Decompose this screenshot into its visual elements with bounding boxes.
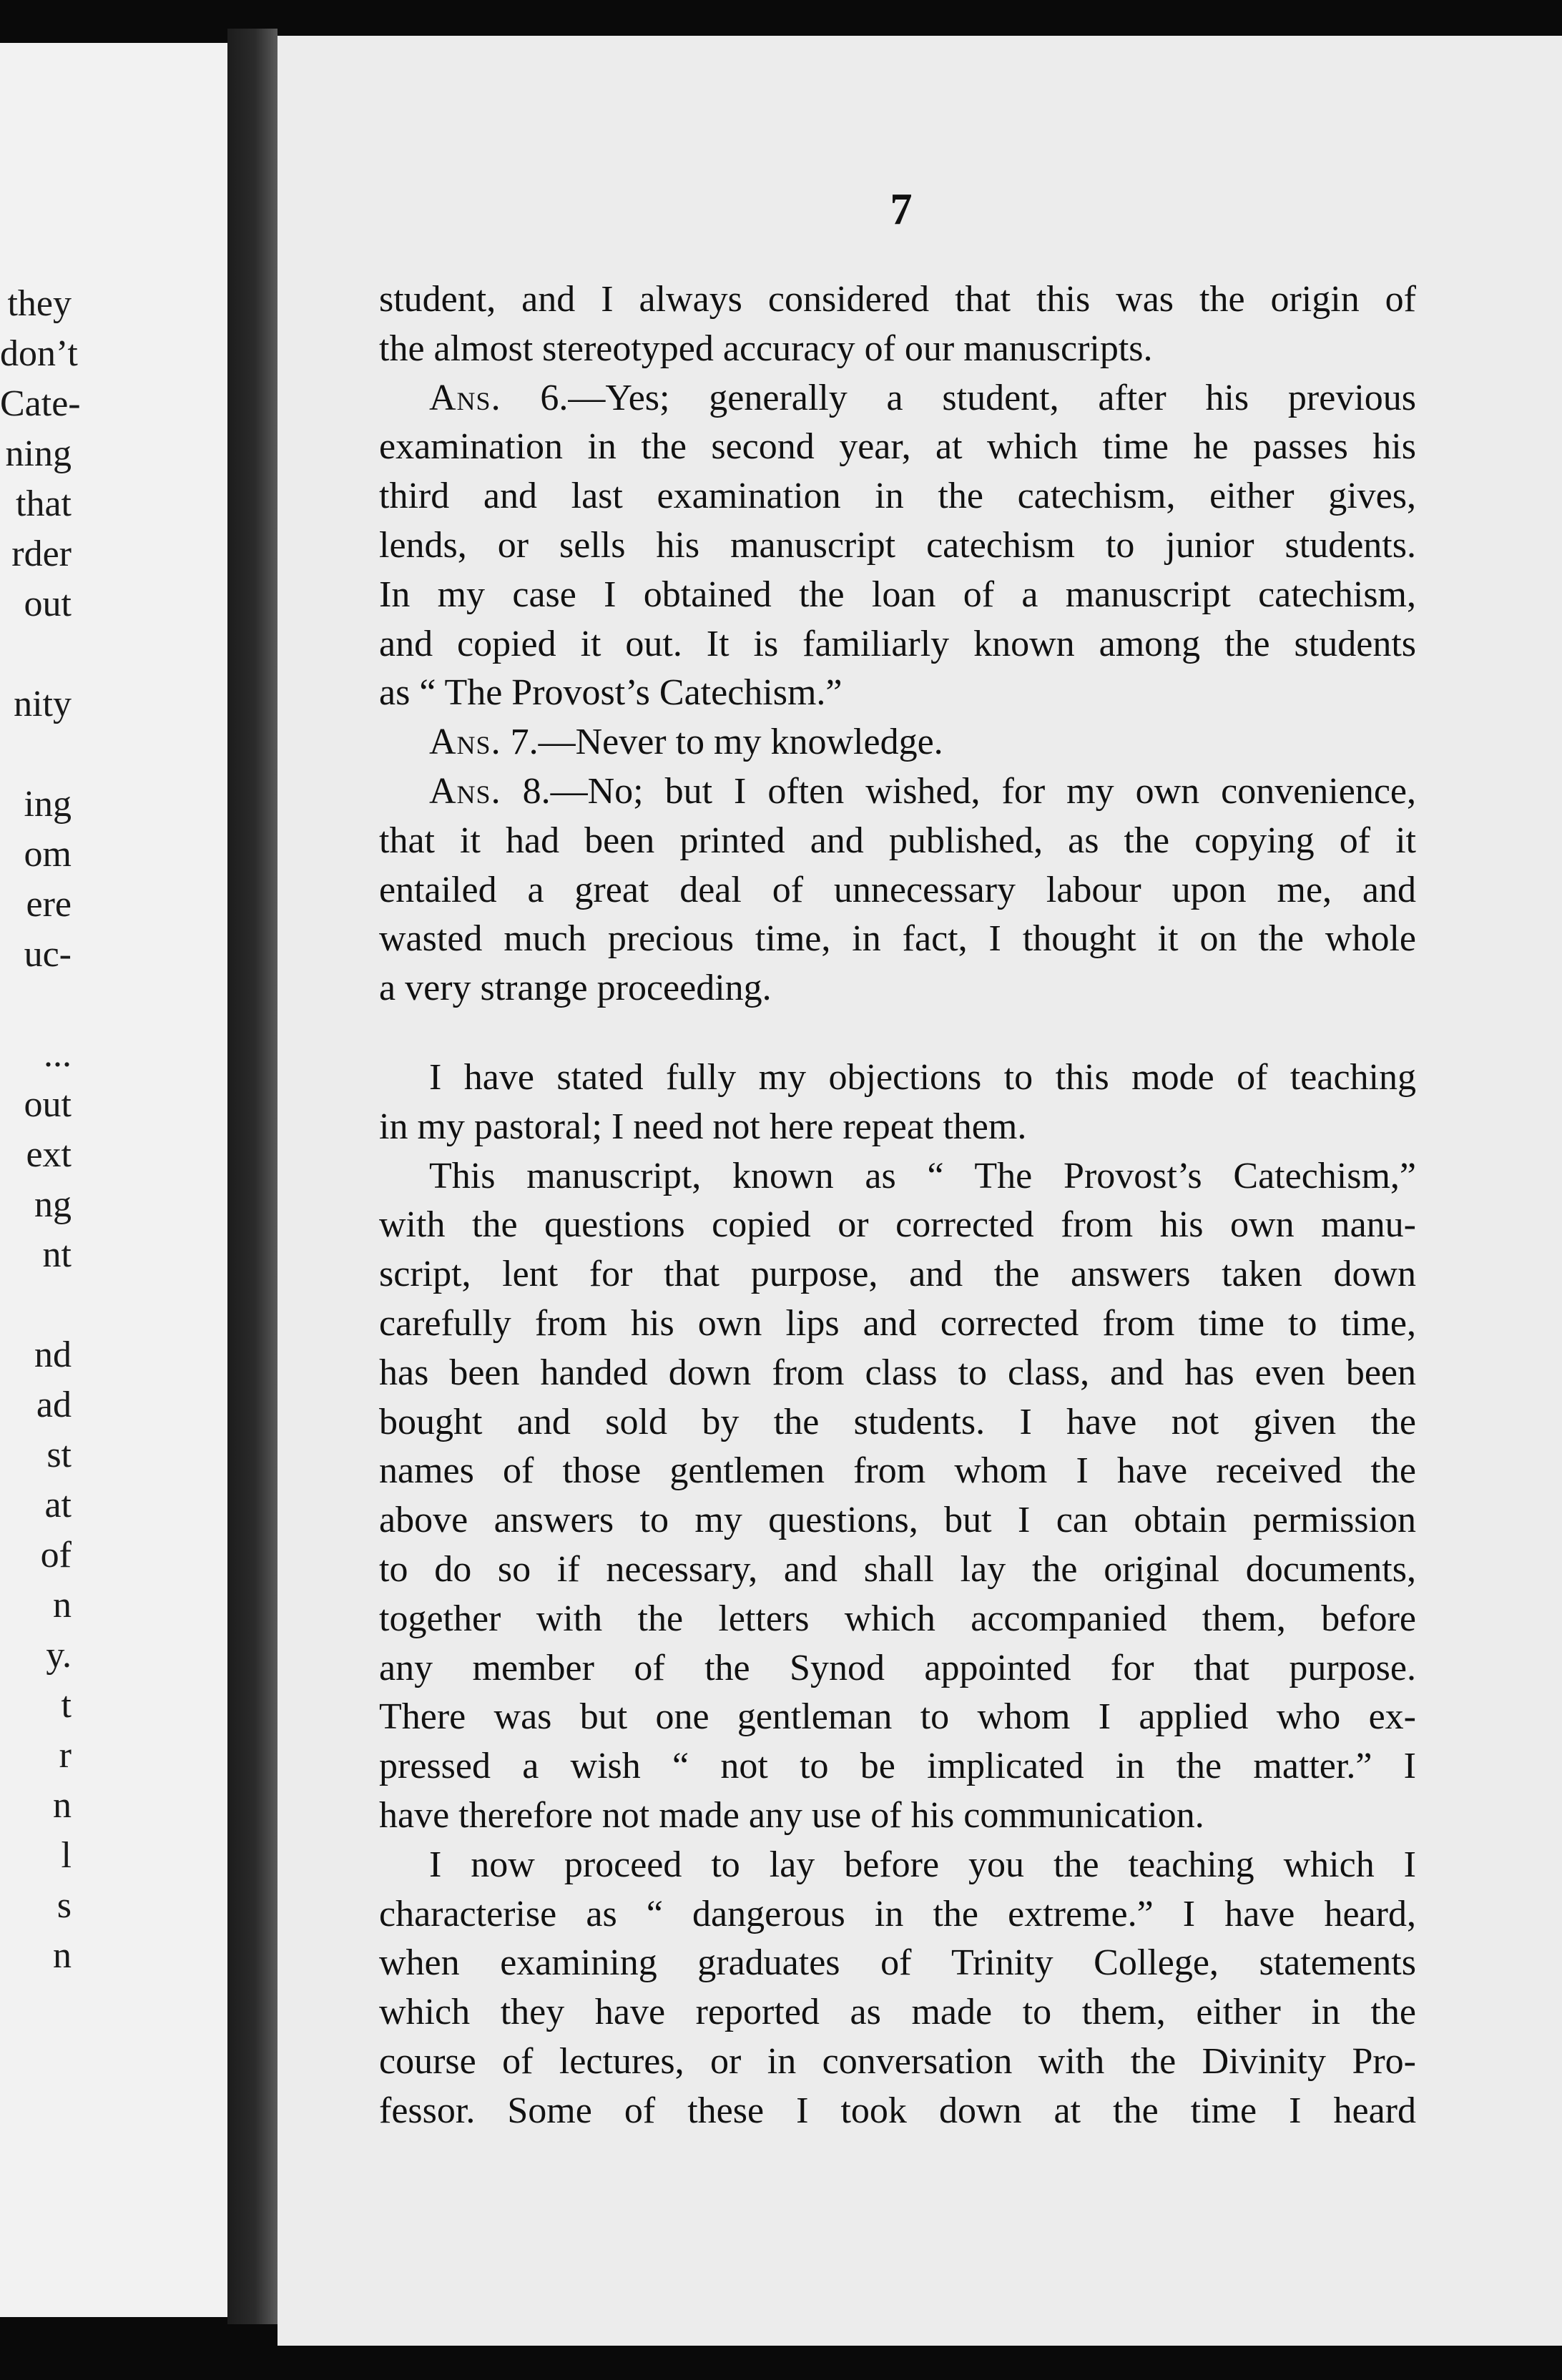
facing-page-fragment: uc- xyxy=(24,934,72,975)
text-line xyxy=(379,2087,1416,2136)
text-line xyxy=(379,915,1416,964)
text-line xyxy=(379,718,1416,767)
facing-page-fragment: that xyxy=(16,483,72,524)
facing-page-fragment: r xyxy=(59,1735,72,1776)
text-line-content: 6.—Yes; generally a student, after his previous xyxy=(501,377,1416,418)
text-line xyxy=(379,1841,1416,1890)
text-line-content: that it had been printed and published, as the copying of it xyxy=(379,820,1416,861)
text-line xyxy=(379,1693,1416,1742)
facing-page-fragment: at xyxy=(44,1485,72,1525)
facing-page-fragment: nd xyxy=(34,1334,72,1375)
facing-page-fragment: they xyxy=(7,283,72,324)
text-line xyxy=(379,1496,1416,1545)
text-line-content: above answers to my questions, but I can obtain permission xyxy=(379,1500,1416,1541)
facing-page-fragment: om xyxy=(24,834,72,875)
page-number: 7 xyxy=(890,185,913,234)
facing-page-fragment: out xyxy=(24,1084,72,1125)
facing-page-fragment: n xyxy=(53,1585,72,1626)
text-line-content: In my case I obtained the loan of a manuscript catechism, xyxy=(379,574,1416,615)
facing-page-fragment xyxy=(0,980,72,1030)
text-line-content: student, and I always considered that this was the origin of xyxy=(379,279,1416,320)
text-line-content: lends, or sells his manuscript catechism to junior students. xyxy=(379,524,1416,566)
text-line-content: examination in the second year, at which time he passes his xyxy=(379,426,1416,468)
text-line xyxy=(379,472,1416,521)
facing-page-text-fragments xyxy=(0,279,81,1981)
facing-page-fragment: nt xyxy=(42,1234,72,1275)
text-line xyxy=(379,669,1416,718)
facing-page-fragment xyxy=(0,1280,72,1330)
text-line-content: fessor. Some of these I took down at the time I heard xyxy=(379,2090,1416,2131)
text-line xyxy=(379,620,1416,669)
facing-page-fragment xyxy=(0,729,72,780)
text-line xyxy=(379,767,1416,817)
text-line xyxy=(379,1545,1416,1595)
facing-page-fragment: ng xyxy=(34,1184,72,1225)
text-line-content: 7.—Never to my knowledge. xyxy=(501,722,943,763)
text-line xyxy=(379,1398,1416,1447)
text-line-content: together with the letters which accompanied them, before xyxy=(379,1598,1416,1639)
text-line xyxy=(379,817,1416,866)
text-line xyxy=(379,1250,1416,1299)
text-line-content: a very strange proceeding. xyxy=(379,968,772,1009)
text-line xyxy=(379,1644,1416,1693)
facing-page-fragment: ning xyxy=(5,433,72,474)
facing-page-fragment: ... xyxy=(44,1034,72,1075)
facing-page-fragment: Cate- xyxy=(0,383,81,424)
text-line xyxy=(379,1103,1416,1152)
text-line xyxy=(379,374,1416,423)
text-line-content: has been handed down from class to class, and has even been xyxy=(379,1352,1416,1393)
text-line xyxy=(379,1447,1416,1496)
facing-page-fragment: nity xyxy=(14,684,72,724)
text-line-content: script, lent for that purpose, and the answers taken down xyxy=(379,1254,1416,1295)
text-line-content: 8.—No; but I often wished, for my own convenience, xyxy=(501,770,1416,812)
text-line xyxy=(379,1742,1416,1791)
text-line-content: pressed a wish “ not to be implicated in the matter.” I xyxy=(379,1746,1416,1787)
text-line-content: when examining graduates of Trinity College, statements xyxy=(379,1942,1416,1984)
facing-page-fragment: don’t xyxy=(0,333,78,374)
text-line xyxy=(379,423,1416,472)
text-line xyxy=(379,1890,1416,1939)
book-gutter xyxy=(227,29,277,2324)
facing-page-fragment: of xyxy=(40,1535,72,1575)
text-line-content: with the questions copied or corrected from his own manu- xyxy=(379,1204,1416,1246)
text-line xyxy=(379,571,1416,620)
text-line xyxy=(379,866,1416,915)
facing-page-fragment xyxy=(0,629,72,679)
text-line-content: wasted much precious time, in fact, I thought it on the whole xyxy=(379,918,1416,960)
text-line-content: characterise as “ dangerous in the extreme.” I have heard, xyxy=(379,1893,1416,1934)
text-line xyxy=(379,1201,1416,1250)
text-line-content: to do so if necessary, and shall lay the original documents, xyxy=(379,1548,1416,1590)
facing-page-fragment: n xyxy=(53,1935,72,1976)
text-line xyxy=(379,1988,1416,2037)
text-line xyxy=(379,275,1416,325)
answer-label: Ans. xyxy=(429,377,501,418)
text-line xyxy=(379,1349,1416,1398)
text-line xyxy=(379,1299,1416,1349)
facing-page-fragment: ext xyxy=(26,1134,72,1175)
text-line-content: third and last examination in the catechism, either gives, xyxy=(379,476,1416,517)
paragraph-gap xyxy=(379,1013,1416,1053)
text-line-content: course of lectures, or in conversation with the Divinity Pro- xyxy=(379,2040,1416,2082)
facing-page-fragment: ing xyxy=(24,784,72,825)
text-line-content: I now proceed to lay before you the teaching which I xyxy=(429,1844,1416,1885)
text-line-content: names of those gentlemen from whom I have received the xyxy=(379,1450,1416,1492)
text-line-content: carefully from his own lips and corrected from time to time, xyxy=(379,1302,1416,1344)
facing-page-fragment: ere xyxy=(26,884,72,925)
text-line-content: There was but one gentleman to whom I applied who ex- xyxy=(379,1696,1416,1738)
text-line xyxy=(379,1791,1416,1841)
text-line xyxy=(379,325,1416,374)
text-line-content: as “ The Provost’s Catechism.” xyxy=(379,672,843,714)
facing-page-fragment: out xyxy=(24,584,72,624)
text-line xyxy=(379,1595,1416,1644)
facing-page-fragment: ad xyxy=(36,1385,72,1425)
body-text xyxy=(379,275,1416,2135)
text-line-content: entailed a great deal of unnecessary labour upon me, and xyxy=(379,869,1416,910)
text-line xyxy=(379,521,1416,571)
facing-page-fragment: st xyxy=(46,1435,72,1475)
text-line-content: which they have reported as made to them, either in the xyxy=(379,1992,1416,2033)
text-line-content: bought and sold by the students. I have not given the xyxy=(379,1401,1416,1442)
answer-label: Ans. xyxy=(429,770,501,812)
text-line xyxy=(379,964,1416,1013)
facing-page-fragment: s xyxy=(57,1885,72,1926)
text-line-content: and copied it out. It is familiarly known among the students xyxy=(379,623,1416,664)
text-line-content: in my pastoral; I need not here repeat them. xyxy=(379,1106,1027,1147)
facing-page-fragment: rder xyxy=(11,533,72,574)
facing-page-fragment: l xyxy=(61,1835,72,1876)
text-line xyxy=(379,1939,1416,1988)
facing-page-fragment: t xyxy=(61,1685,72,1726)
text-line-content: I have stated fully my objections to this mode of teaching xyxy=(429,1056,1416,1098)
text-line-content: have therefore not made any use of his communication. xyxy=(379,1794,1204,1836)
text-line xyxy=(379,1053,1416,1103)
facing-page-fragment: n xyxy=(53,1785,72,1826)
text-line xyxy=(379,2037,1416,2087)
text-line-content: This manuscript, known as “ The Provost’s Catechism,” xyxy=(429,1155,1416,1196)
text-line-content: any member of the Synod appointed for that purpose. xyxy=(379,1647,1416,1688)
text-line xyxy=(379,1152,1416,1201)
text-line-content: the almost stereotyped accuracy of our manuscripts. xyxy=(379,328,1153,369)
answer-label: Ans. xyxy=(429,722,501,763)
facing-page-fragment: y. xyxy=(46,1635,72,1676)
